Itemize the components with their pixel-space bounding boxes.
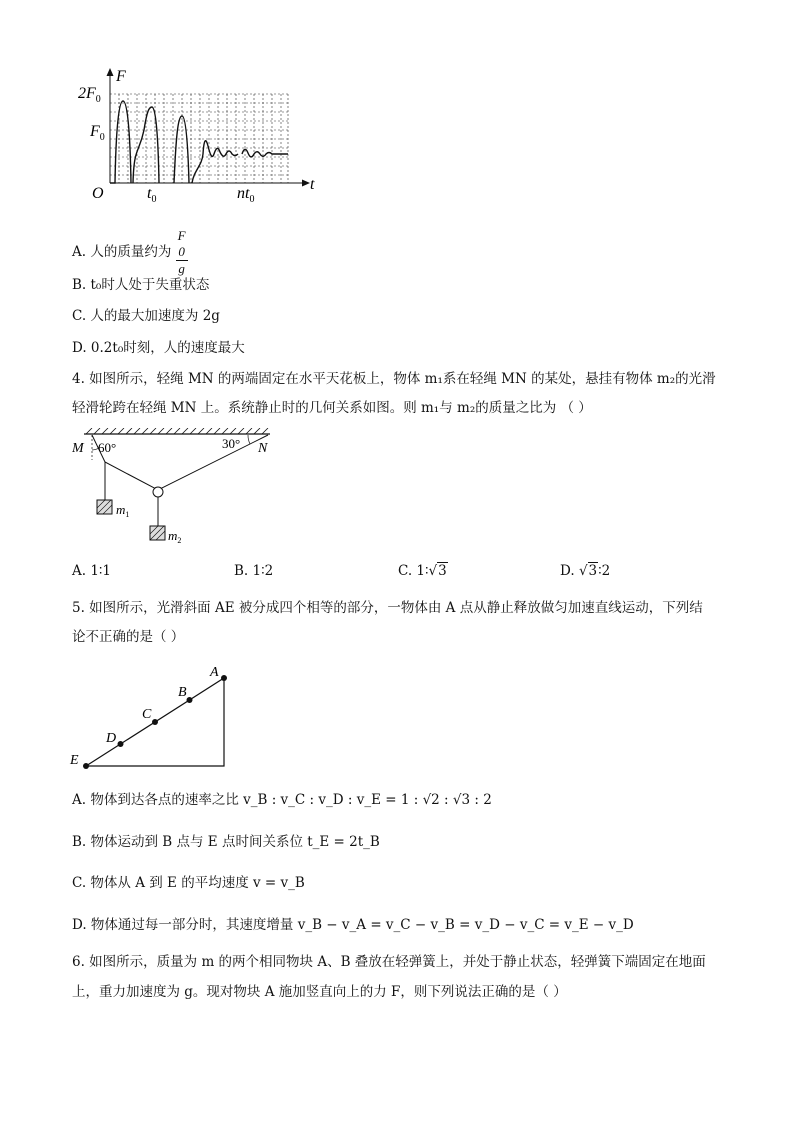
q5-option-a: A. 物体到达各点的速率之比 v_B : v_C : v_D : v_E = 1 : √2 : √3 : 2 <box>72 792 492 808</box>
q3-option-d: D. 0.2t₀时刻，人的速度最大 <box>72 340 245 356</box>
angle-60: 60° <box>98 440 117 455</box>
q5-option-b: B. 物体运动到 B 点与 E 点时间关系位 t_E = 2t_B <box>72 834 380 850</box>
point-D <box>118 741 124 747</box>
q5-option-d: D. 物体通过每一部分时，其速度增量 v_B − v_A = v_C − v_B = v_D − v_C = v_E − v_D <box>72 917 634 933</box>
tick-nt0: $nt_0$ <box>237 185 255 205</box>
point-A <box>221 675 227 681</box>
mass-fraction: F 0 g <box>177 228 186 276</box>
q3-option-b: B. t₀时人处于失重状态 <box>72 277 210 293</box>
q5-stem-line1: 5. 如图所示，光滑斜面 AE 被分成四个相等的部分，一物体由 A 点从静止释放做匀加速直线运动，下列结 <box>72 600 703 616</box>
point-B <box>187 697 193 703</box>
label-M: M <box>72 441 84 456</box>
q6-stem-line2: 上，重力加速度为 g。现对物块 A 施加竖直向上的力 F，则下列说法正确的是（ ） <box>72 984 567 1000</box>
label-2F0: $2F_0$ <box>78 85 101 105</box>
q5-option-c: C. 物体从 A 到 E 的平均速度 v = v_B <box>72 875 305 891</box>
q4-stem-line1: 4. 如图所示，轻绳 MN 的两端固定在水平天花板上，物体 m₁系在轻绳 MN 的某处，悬挂有物体 m₂的光滑 <box>72 371 716 387</box>
point-C <box>152 719 158 725</box>
label-B: B <box>178 685 187 700</box>
q4-option-b: B. 1∶2 <box>234 563 274 579</box>
incline-figure <box>68 660 238 772</box>
rope-pulley-figure <box>72 428 282 546</box>
q5-stem-line2: 论不正确的是（ ） <box>72 629 185 645</box>
label-m1: $m_1$ <box>116 502 130 519</box>
force-time-graph <box>70 66 330 206</box>
label-m2: $m_2$ <box>168 528 182 545</box>
label-D: D <box>106 731 117 746</box>
label-N: N <box>258 441 268 456</box>
label-F0: $F_0$ <box>90 123 105 143</box>
axis-label-t: t <box>310 176 315 193</box>
graph-grid <box>110 94 288 183</box>
rope-MN <box>92 435 268 490</box>
label-A: A <box>210 665 219 680</box>
tick-t0: $t_0$ <box>147 185 157 205</box>
label-E: E <box>70 753 79 768</box>
axis-label-F: F <box>116 68 126 85</box>
q3-option-a: A. 人的质量约为 F 0 g <box>72 228 186 276</box>
label-C: C <box>142 707 152 722</box>
q4-option-c: C. 1∶√3 <box>398 563 447 579</box>
q4-option-d: D. √3∶2 <box>560 563 611 579</box>
q4-stem-line2: 轻滑轮跨在轻绳 MN 上。系统静止时的几何关系如图。则 m₁与 m₂的质量之比为 （ ） <box>72 400 592 416</box>
q3-option-c: C. 人的最大加速度为 2g <box>72 308 220 324</box>
origin-label: O <box>92 185 104 202</box>
angle-30: 30° <box>222 436 241 451</box>
point-E <box>83 763 89 769</box>
q4-option-a: A. 1∶1 <box>72 563 112 579</box>
q6-stem-line1: 6. 如图所示，质量为 m 的两个相同物块 A、B 叠放在轻弹簧上，并处于静止状态，轻弹簧下端固定在地面 <box>72 954 706 970</box>
pulley <box>153 487 163 497</box>
